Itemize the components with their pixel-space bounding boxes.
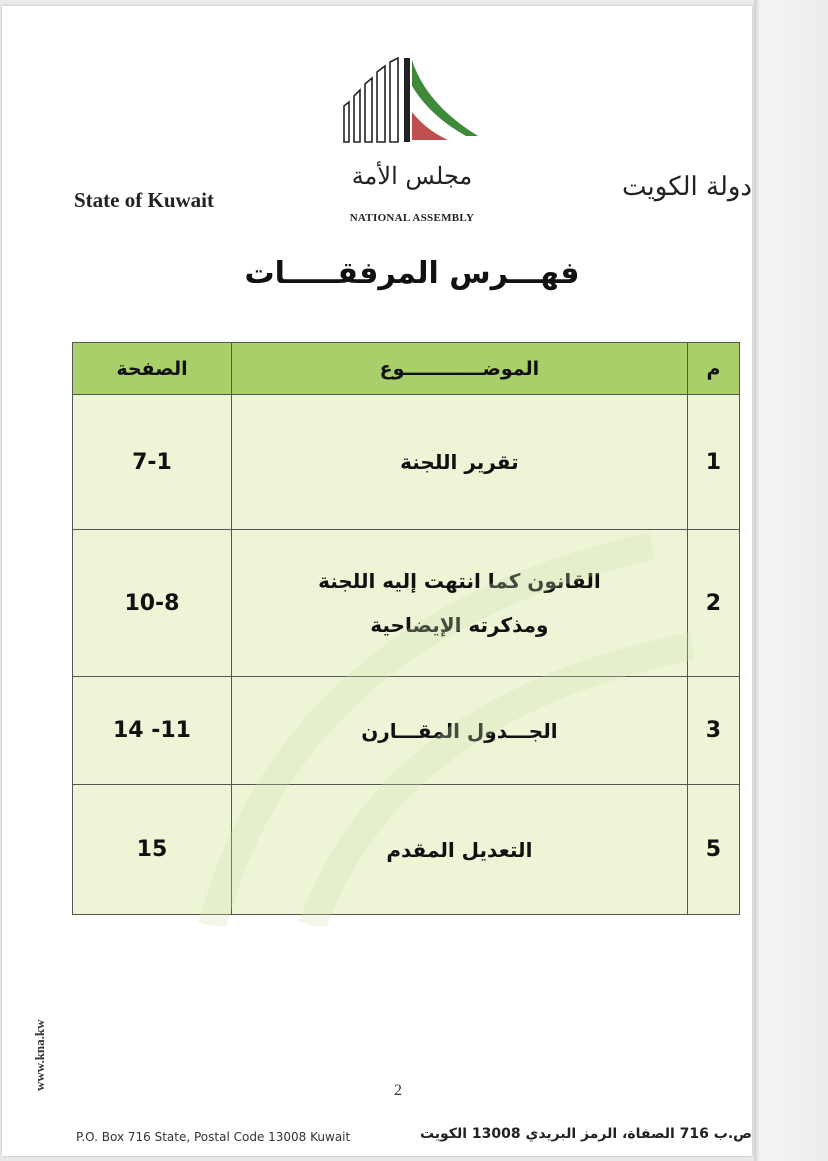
row-subject-line: التعديل المقدم (386, 837, 533, 862)
row-subject-line: القانون كما انتهت إليه اللجنة (318, 569, 601, 593)
table-row (73, 395, 740, 530)
page-edge (754, 0, 828, 1161)
row-number: 1 (687, 395, 739, 530)
table-row (73, 785, 740, 915)
row-subject (231, 395, 687, 530)
page-number: 2 (394, 1082, 402, 1099)
row-number: 3 (687, 677, 739, 785)
row-subject-line: تقرير اللجنة (400, 450, 519, 474)
header-subject: الموضــــــــــــوع (231, 343, 687, 395)
table-row (73, 530, 740, 677)
national-assembly-logo (336, 54, 486, 149)
row-subject-line: الجـــدول المقـــارن (361, 718, 558, 743)
row-number: 2 (687, 530, 739, 677)
header-number: م (687, 343, 739, 395)
row-subject (231, 785, 687, 915)
assembly-name-arabic: مجلس الأمة (351, 162, 473, 190)
table-header-row (73, 343, 740, 395)
header-page: الصفحة (73, 343, 232, 395)
state-name-english: State of Kuwait (74, 188, 214, 212)
row-page: 10-8 (73, 530, 232, 677)
row-page: 15 (73, 785, 232, 915)
attachments-index-table (72, 342, 740, 915)
row-page: 7-1 (73, 395, 232, 530)
page-title: فهـــرس المرفقـــــات (244, 256, 580, 291)
row-subject-line: ومذكرته الإيضاحية (370, 613, 549, 637)
table-row (73, 677, 740, 785)
row-number: 5 (687, 785, 739, 915)
row-subject (231, 677, 687, 785)
footer-address-english: P.O. Box 716 State, Postal Code 13008 Kuwait (76, 1130, 351, 1144)
state-name-arabic: دولة الكويت (622, 172, 752, 202)
row-page: 11- 14 (73, 677, 232, 785)
footer-address-arabic: ص.ب 716 الصفاة، الرمز البريدي 13008 الكويت (419, 1126, 752, 1142)
document-page (2, 6, 752, 1156)
row-subject (231, 530, 687, 677)
website-url: www.kna.kw (32, 1019, 47, 1091)
assembly-name-english: NATIONAL ASSEMBLY (349, 212, 475, 224)
